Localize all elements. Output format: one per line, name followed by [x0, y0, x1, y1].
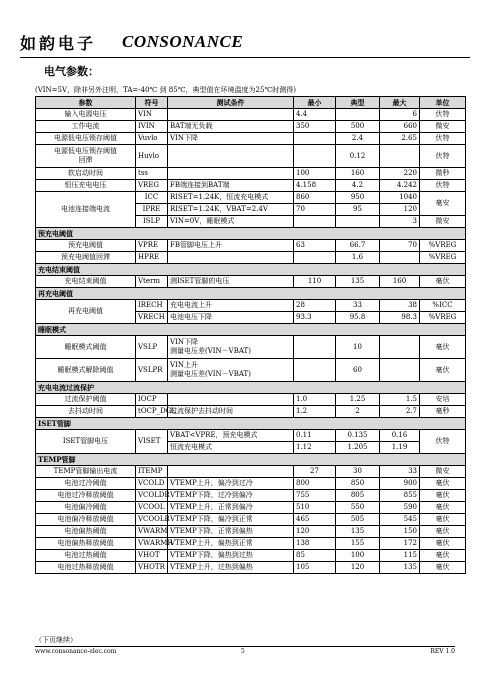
table-row: [36, 430, 466, 442]
param-cell: 预充电阈值: [36, 240, 136, 252]
param-cell: 充电结束阈值: [36, 276, 136, 288]
condition-cell: VTEMP下降，偏冷到正常: [168, 514, 294, 526]
typ-cell: 30: [336, 466, 380, 478]
max-cell: 1.19: [380, 442, 420, 454]
revision-label: REV 1.0: [430, 648, 455, 655]
condition-line: VIN下降: [170, 338, 198, 346]
condition-cell: FB管脚电压上升: [168, 240, 294, 252]
typ-cell: 120: [336, 562, 380, 574]
typ-cell: 60: [336, 359, 380, 382]
typ-cell: 100: [336, 550, 380, 562]
condition-cell: [168, 145, 294, 168]
condition-cell: [168, 336, 294, 359]
table-row: [36, 109, 466, 121]
min-cell: [294, 216, 336, 228]
section-row: [36, 418, 466, 430]
min-cell: 4.4: [294, 109, 336, 121]
unit-cell: 伏特: [420, 430, 466, 454]
section-row: [36, 288, 466, 300]
col-header-symbol: 符号: [136, 97, 168, 109]
max-cell: 120: [380, 204, 420, 216]
param-cell: 电池偏热阈值: [36, 526, 136, 538]
param-cell: 睡眠模式阈值: [36, 336, 136, 359]
unit-cell: 毫伏: [420, 359, 466, 382]
min-cell: [294, 252, 336, 264]
table-row: [36, 133, 466, 145]
condition-cell: [168, 359, 294, 382]
symbol-cell: VPRE: [136, 240, 168, 252]
param-cell: 电池连接端电流: [36, 192, 136, 228]
table-row: [36, 300, 466, 312]
param-cell: 软启动时间: [36, 168, 136, 180]
symbol-cell: IOCP: [136, 394, 168, 406]
table-row: [36, 359, 466, 382]
typ-cell: 1.6: [336, 252, 380, 264]
section-title: 电气参数：: [44, 65, 99, 78]
table-row: [36, 466, 466, 478]
col-header-typ: 典型: [336, 97, 380, 109]
max-cell: 220: [380, 168, 420, 180]
min-cell: 860: [294, 192, 336, 204]
symbol-cell: VRECH: [136, 312, 168, 324]
typ-cell: 95.8: [336, 312, 380, 324]
unit-cell: 毫伏: [420, 478, 466, 490]
max-cell: 0.16: [380, 430, 420, 442]
section-header: 预充电阈值: [36, 228, 466, 240]
param-cell: ISET管脚电压: [36, 430, 136, 454]
symbol-cell: ICC: [136, 192, 168, 204]
min-cell: 465: [294, 514, 336, 526]
unit-cell: 毫伏: [420, 336, 466, 359]
table-row: [36, 514, 466, 526]
table-row: [36, 336, 466, 359]
table-row: [36, 168, 466, 180]
min-cell: [294, 336, 336, 359]
min-cell: 100: [294, 168, 336, 180]
table-row: [36, 192, 466, 204]
unit-cell: 微安: [420, 121, 466, 133]
symbol-cell: VSLP: [136, 336, 168, 359]
condition-cell: FB端连接到BAT端: [168, 180, 294, 192]
condition-line: 测量电压差(VIN－VBAT): [170, 370, 251, 378]
max-cell: [380, 336, 420, 359]
test-conditions: (VIN=5V，除非另外注明，TA=-40℃ 到 85℃，典型值在环境温度为25℃时测得): [35, 86, 297, 94]
unit-cell: %ICC: [420, 300, 466, 312]
col-header-param: 参数: [36, 97, 136, 109]
symbol-cell: VWARM: [136, 526, 168, 538]
param-cell: 电池过冷阈值: [36, 478, 136, 490]
typ-cell: 2: [336, 406, 380, 418]
typ-cell: 505: [336, 514, 380, 526]
table-row: [36, 406, 466, 418]
max-cell: 160: [380, 276, 420, 288]
condition-cell: BAT端无负载: [168, 121, 294, 133]
unit-cell: 毫秒: [420, 406, 466, 418]
section-header: 充电电流过流保护: [36, 382, 466, 394]
unit-cell: 安培: [420, 394, 466, 406]
brand-name-cn: 如韵电子: [20, 33, 97, 53]
unit-cell: 毫伏: [420, 276, 466, 288]
symbol-cell: Vuvlo: [136, 133, 168, 145]
max-cell: 98.3: [380, 312, 420, 324]
max-cell: 38: [380, 300, 420, 312]
condition-cell: [168, 466, 294, 478]
footer-url: www.consonance-elec.com: [35, 648, 117, 655]
param-cell: 去抖动时间: [36, 406, 136, 418]
section-row: [36, 228, 466, 240]
param-cell: [36, 145, 136, 168]
condition-cell: [168, 394, 294, 406]
typ-cell: [336, 109, 380, 121]
param-cell: 工作电流: [36, 121, 136, 133]
min-cell: 70: [294, 204, 336, 216]
table-row: [36, 538, 466, 550]
condition-cell: VTEMP下降，过冷到偏冷: [168, 490, 294, 502]
section-row: [36, 264, 466, 276]
table-row: [36, 276, 466, 288]
condition-cell: [168, 109, 294, 121]
condition-cell: VBAT<VPRE，预充电模式: [168, 430, 294, 442]
param-cell: 预充电阈值回滞: [36, 252, 136, 264]
electrical-spec-table: [35, 96, 466, 574]
typ-cell: 550: [336, 502, 380, 514]
condition-cell: VTEMP上升，过热到偏热: [168, 562, 294, 574]
param-cell: 电源低电压锁存阈值: [36, 133, 136, 145]
typ-cell: 66.7: [336, 240, 380, 252]
max-cell: 545: [380, 514, 420, 526]
typ-cell: 1.205: [336, 442, 380, 454]
typ-cell: 850: [336, 478, 380, 490]
max-cell: 1040: [380, 192, 420, 204]
min-cell: 105: [294, 562, 336, 574]
typ-cell: 135: [336, 276, 380, 288]
symbol-cell: VCOOLR: [136, 514, 168, 526]
unit-cell: 伏特: [420, 109, 466, 121]
typ-cell: 10: [336, 336, 380, 359]
min-cell: 1.2: [294, 406, 336, 418]
unit-cell: %VREG: [420, 240, 466, 252]
section-row: [36, 324, 466, 336]
param-cell: 电池过热释放阈值: [36, 562, 136, 574]
condition-cell: [168, 252, 294, 264]
condition-cell: 充电电流上升: [168, 300, 294, 312]
condition-cell: RISET=1.24K，VBAT=2.4V: [168, 204, 294, 216]
param-cell: 电池偏冷阈值: [36, 502, 136, 514]
table-row: [36, 550, 466, 562]
param-cell: 电池过冷释放阈值: [36, 490, 136, 502]
symbol-cell: tss: [136, 168, 168, 180]
min-cell: 63: [294, 240, 336, 252]
symbol-cell: IVIN: [136, 121, 168, 133]
max-cell: 2.65: [380, 133, 420, 145]
param-cell: 睡眠模式解除阈值: [36, 359, 136, 382]
table-header-row: [36, 97, 466, 109]
min-cell: [294, 133, 336, 145]
typ-cell: [336, 216, 380, 228]
unit-cell: 毫伏: [420, 538, 466, 550]
table-row: [36, 240, 466, 252]
min-cell: 1.0: [294, 394, 336, 406]
min-cell: 350: [294, 121, 336, 133]
condition-line: VIN上升: [170, 361, 198, 369]
table-row: [36, 394, 466, 406]
symbol-cell: VCOLD: [136, 478, 168, 490]
unit-cell: 伏特: [420, 145, 466, 168]
symbol-cell: HPRE: [136, 252, 168, 264]
min-cell: 110: [294, 276, 336, 288]
symbol-cell: VCOLDR: [136, 490, 168, 502]
typ-cell: 950: [336, 192, 380, 204]
symbol-cell: IRECH: [136, 300, 168, 312]
table-row: [36, 145, 466, 168]
max-cell: 660: [380, 121, 420, 133]
typ-cell: 805: [336, 490, 380, 502]
max-cell: 33: [380, 466, 420, 478]
col-header-unit: 单位: [420, 97, 466, 109]
typ-cell: 33: [336, 300, 380, 312]
typ-cell: 1.25: [336, 394, 380, 406]
table-row: [36, 121, 466, 133]
min-cell: 27: [294, 466, 336, 478]
symbol-cell: VIN: [136, 109, 168, 121]
footer-rule: [35, 646, 455, 647]
typ-cell: 155: [336, 538, 380, 550]
condition-cell: VTEMP下降，偏热到过热: [168, 550, 294, 562]
section-row: [36, 454, 466, 466]
condition-cell: VTEMP上升，正常到偏冷: [168, 502, 294, 514]
table-row: [36, 526, 466, 538]
unit-cell: 微安: [420, 466, 466, 478]
unit-cell: 毫伏: [420, 526, 466, 538]
condition-cell: 测ISET管脚的电压: [168, 276, 294, 288]
unit-cell: %VREG: [420, 312, 466, 324]
typ-cell: 4.2: [336, 180, 380, 192]
min-cell: [294, 359, 336, 382]
max-cell: 590: [380, 502, 420, 514]
condition-cell: VIN下降: [168, 133, 294, 145]
table-row: [36, 478, 466, 490]
symbol-cell: Vterm: [136, 276, 168, 288]
min-cell: 138: [294, 538, 336, 550]
param-cell: 再充电阈值: [36, 300, 136, 324]
section-header: 再充电阈值: [36, 288, 466, 300]
min-cell: 28: [294, 300, 336, 312]
continued-note: （下页继续）: [35, 636, 77, 644]
symbol-cell: VSLPR: [136, 359, 168, 382]
max-cell: [380, 359, 420, 382]
min-cell: 0.11: [294, 430, 336, 442]
condition-cell: 过流保护去抖动时间: [168, 406, 294, 418]
unit-cell: 毫伏: [420, 562, 466, 574]
param-cell: 电池偏热释放阈值: [36, 538, 136, 550]
symbol-cell: VISET: [136, 430, 168, 454]
symbol-cell: VHOT: [136, 550, 168, 562]
typ-cell: 2.4: [336, 133, 380, 145]
condition-cell: 电池电压下降: [168, 312, 294, 324]
unit-cell: 毫伏: [420, 514, 466, 526]
symbol-cell: VREG: [136, 180, 168, 192]
max-cell: 135: [380, 562, 420, 574]
min-cell: 755: [294, 490, 336, 502]
min-cell: 93.3: [294, 312, 336, 324]
max-cell: 900: [380, 478, 420, 490]
typ-cell: 135: [336, 526, 380, 538]
table-row: [36, 252, 466, 264]
symbol-cell: VCOOL: [136, 502, 168, 514]
condition-cell: VTEMP上升，偏热到正常: [168, 538, 294, 550]
condition-cell: VIN=0V，睡眠模式: [168, 216, 294, 228]
section-header: 睡眠模式: [36, 324, 466, 336]
section-row: [36, 382, 466, 394]
max-cell: [380, 145, 420, 168]
unit-cell: 毫伏: [420, 502, 466, 514]
symbol-cell: VHOTR: [136, 562, 168, 574]
symbol-cell: ISLP: [136, 216, 168, 228]
param-cell: TEMP管脚输出电流: [36, 466, 136, 478]
max-cell: 855: [380, 490, 420, 502]
min-cell: 4.158: [294, 180, 336, 192]
typ-cell: 0.12: [336, 145, 380, 168]
col-header-min: 最小: [294, 97, 336, 109]
max-cell: 150: [380, 526, 420, 538]
section-header: ISET管脚: [36, 418, 466, 430]
condition-cell: RISET=1.24K，恒流充电模式: [168, 192, 294, 204]
condition-cell: [168, 168, 294, 180]
unit-cell: 伏特: [420, 133, 466, 145]
symbol-cell: Huvlo: [136, 145, 168, 168]
param-line: 电源低电压锁存阈值: [54, 147, 117, 155]
min-cell: [294, 145, 336, 168]
min-cell: 510: [294, 502, 336, 514]
table-row: [36, 490, 466, 502]
max-cell: 115: [380, 550, 420, 562]
param-cell: 恒压充电电压: [36, 180, 136, 192]
section-header: TEMP管脚: [36, 454, 466, 466]
unit-cell: 毫伏: [420, 550, 466, 562]
typ-cell: 500: [336, 121, 380, 133]
min-cell: 800: [294, 478, 336, 490]
table-row: [36, 180, 466, 192]
typ-cell: 95: [336, 204, 380, 216]
max-cell: 6: [380, 109, 420, 121]
min-cell: 85: [294, 550, 336, 562]
brand-header: [20, 30, 243, 54]
symbol-cell: IPRE: [136, 204, 168, 216]
max-cell: 2.7: [380, 406, 420, 418]
symbol-cell: tOCP_DGL: [136, 406, 168, 418]
min-cell: 1.12: [294, 442, 336, 454]
condition-cell: 恒流充电模式: [168, 442, 294, 454]
condition-line: 测量电压差(VIN－VBAT): [170, 347, 251, 355]
typ-cell: 160: [336, 168, 380, 180]
unit-cell: 微秒: [420, 168, 466, 180]
unit-cell: 微安: [420, 216, 466, 228]
unit-cell: 毫安: [420, 192, 466, 216]
max-cell: 1.5: [380, 394, 420, 406]
typ-cell: 0.135: [336, 430, 380, 442]
col-header-max: 最大: [380, 97, 420, 109]
max-cell: 172: [380, 538, 420, 550]
max-cell: 70: [380, 240, 420, 252]
table-row: [36, 562, 466, 574]
max-cell: 3: [380, 216, 420, 228]
page-number: 5: [241, 648, 245, 655]
param-cell: 输入电源电压: [36, 109, 136, 121]
table-row: [36, 502, 466, 514]
symbol-cell: ITEMP: [136, 466, 168, 478]
condition-cell: VTEMP下降，正常到偏热: [168, 526, 294, 538]
max-cell: [380, 252, 420, 264]
condition-cell: VTEMP上升，偏冷到过冷: [168, 478, 294, 490]
unit-cell: 伏特: [420, 180, 466, 192]
unit-cell: 毫伏: [420, 490, 466, 502]
unit-cell: %VREG: [420, 252, 466, 264]
symbol-cell: VWARMR: [136, 538, 168, 550]
param-cell: 电池过热阈值: [36, 550, 136, 562]
min-cell: 120: [294, 526, 336, 538]
param-cell: 电池偏冷释放阈值: [36, 514, 136, 526]
param-line: 回滞: [78, 156, 93, 164]
param-cell: 过流保护阈值: [36, 394, 136, 406]
col-header-condition: 测试条件: [168, 97, 294, 109]
section-header: 充电结束阈值: [36, 264, 466, 276]
header-rule: [20, 57, 470, 58]
max-cell: 4.242: [380, 180, 420, 192]
brand-name-en: CONSONANCE: [122, 32, 244, 51]
